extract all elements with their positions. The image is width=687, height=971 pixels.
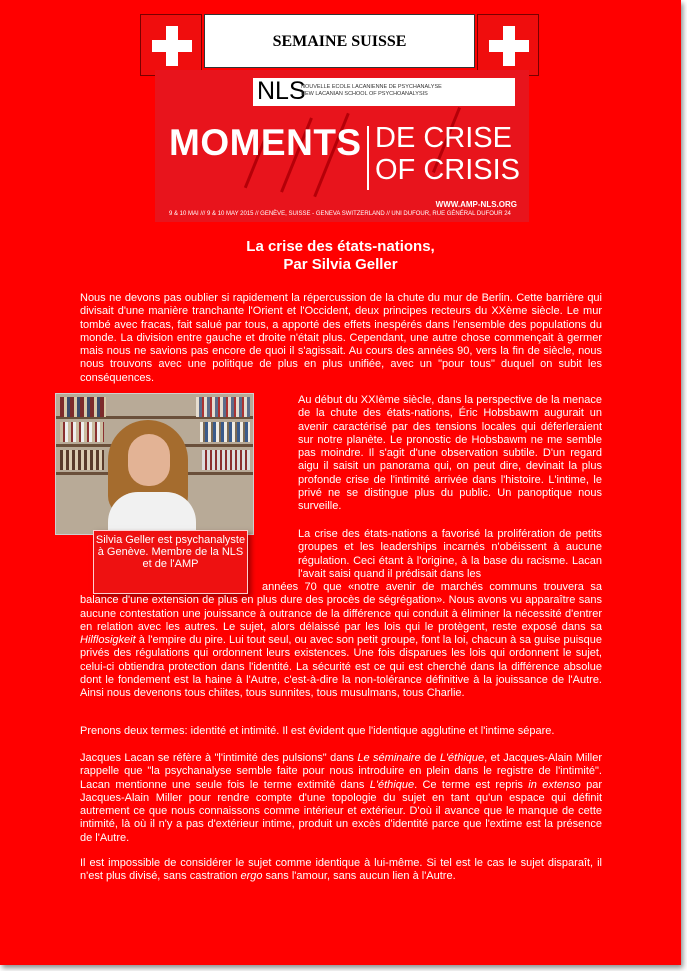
paragraph-6: Il est impossible de considérer le sujet comme identique à lui-même. Si tel est le cas le sujet disparaît, il n'est plus divisé, sans castration ergo sans l'amour, sans aucun lien à l'Autre. [80,857,602,883]
banner-dates: 9 & 10 MAI /// 9 & 10 MAY 2015 // GENÈVE, SUISSE - GENEVA SWITZERLAND // UNI DUFOUR, RUE GÉNÉRAL DUFOUR 24 [169,211,511,217]
paragraph-3-continued: années 70 que «notre avenir de marchés communs trouvera sa balance d'une extension de plus en plus dure des procès de ségrégation». Nous avons vu apparaître sans aucune contestation une jouissance à outrance de la différence qui conduit à éliminer la nécessité d'entrer en relation avec les autres. Le sujet, alors délaissé par les lois qui le protègent, reste exposé dans sa Hilflosigkeit à l'empire du pire. Lui tout seul, ou avec son petit groupe, font la loi, chacun à sa guise puisque privés des régulations qui ordonnent leurs existences. Une fois disparues les lois qui ordonnent le sujet, celui-ci obtiendra protection dans l'identité. La sécurité est ce qui est cherché dans la différence absolue dont le fondement est la haine à l'Autre, c'est-à-dire la non-tolérance définitive à la jouissance de l'Autre. Ainsi nous devenons tous chiites, tous sunnites, tous musulmans, tous Charlie. [80,581,602,700]
paragraph-4: Prenons deux termes: identité et intimité. Il est évident que l'identique agglutine et l'intime sépare. [80,725,555,737]
header-title: SEMAINE SUISSE [204,14,475,68]
banner-moments: MOMENTS [169,122,362,163]
banner-crisis: DE CRISE OF CRISIS [375,122,521,186]
paragraph-1: Nous ne devons pas oublier si rapidement la répercussion de la chute du mur de Berlin. Cette barrière qui divisait d'une manière tranchante l'Orient et l'Occident, deux principes recteurs du XXème siècle. Le mur tombé avec fracas, fait salué par tous, a apporté des effets inespérés dans l'ensemble des populations du monde. La division entre gauche et droite n'était plus. Cependant, une autre chose commençait à germer mais nous ne savions pas encore de quoi il s'agissait. Au cours des années 90, vers la fin de siècle, nous nous trouvons avec une politique de plus en plus unifiée, avec un "pour tous" duquel on subit les conséquences. [80,292,602,384]
moments-of-crisis-banner [155,70,529,222]
paragraph-5: Jacques Lacan se réfère à "l'intimité des pulsions" dans Le séminaire de L'éthique, et Jacques-Alain Miller rappelle que "la psychanalyse semble faite pour nous introduire en plein dans le registre de l'intimité". Lacan mentionne une seule fois le terme extimité dans L'éthique. Ce terme est repris in extenso par Jacques-Alain Miller pour rendre compte d'une topologie du sujet en tant qu'un espace qui définit autrement ce que nous connaissons comme intérieur et extérieur. D'où il avance que le manque de cette intimité, là où il n'y a pas d'extérieur intime, produit un excès d'identité parce que l'extime est la présence de l'Autre. [80,752,602,844]
nls-logo-subtitle: NOUVELLE ECOLE LACANIENNE DE PSYCHANALYSE NEW LACANIAN SCHOOL OF PSYCHOANALYSIS [301,84,442,97]
swiss-flag-left-icon [140,14,202,76]
author-photo-card [55,393,273,597]
paragraph-2: Au début du XXIème siècle, dans la perspective de la menace de la chute des états-nations, Éric Hobsbawm augurait un avenir caractérisé par des tensions locales qui déferleraient sur notre planète. Le pronostic de Hobsbawm ne me semble pas moindre. Il s'agit d'une observation subtile. D'un regard aigu il saisit un panorama qui, on peut dire, devinait la plus profonde crise de l'intimité arrivée dans l'histoire. L'intime, le privé ne se distingue plus du public. Un panoptique nous surveille. [298,394,602,513]
author-photo [55,393,254,535]
banner-url: WWW.AMP-NLS.ORG [435,200,517,209]
nls-logo [253,78,515,106]
swiss-flag-right-icon [477,14,539,76]
photo-caption: Silvia Geller est psychanalyste à Genève. Membre de la NLS et de l'AMP [93,530,248,594]
nls-logo-letters: NLS [257,77,306,105]
paragraph-3-intro: La crise des états-nations a favorisé la prolifération de petits groupes et les leaderships incarnés n'obéissent à aucune régulation. Ceci étant à l'origine, à la base du racisme. Lacan l'avait saisi quand il prédisait dans les [298,528,602,580]
article-title: La crise des états-nations, Par Silvia Geller [246,238,435,273]
